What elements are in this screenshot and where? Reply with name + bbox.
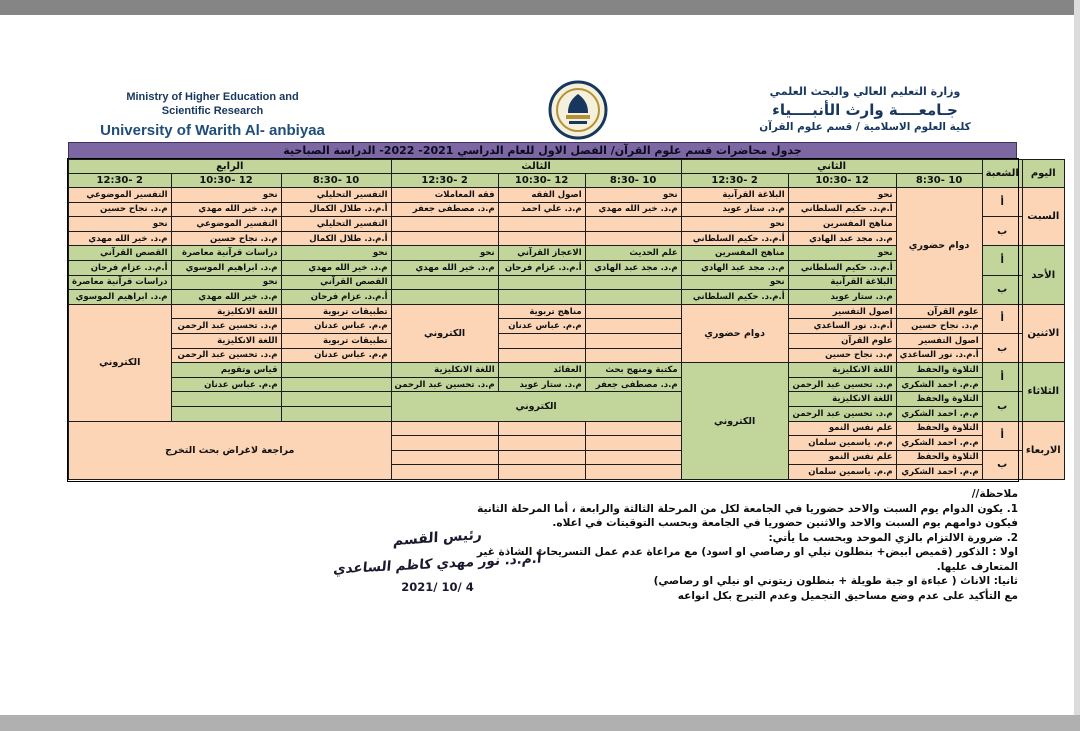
schedule-cell: م.د. ستار عويد <box>681 202 788 217</box>
schedule-cell: أ.م.د. حكيم السلطاني <box>681 290 788 305</box>
note-line: ثانيا: الاناث ( عباءة او جبة طويلة + بنطلون زيتوني او نيلي او رصاصي) <box>653 575 1018 587</box>
schedule-cell <box>498 333 585 348</box>
schedule-cell <box>391 450 498 465</box>
schedule-cell <box>585 421 681 436</box>
day-cell: الأحد <box>1022 246 1064 304</box>
schedule-cell: التلاوة والحفظ <box>896 450 982 465</box>
notes-title: ملاحظة// <box>971 488 1018 500</box>
schedule-cell: م.م. عباس عدنان <box>281 348 391 363</box>
col-header-stage3: الثالث <box>391 160 681 174</box>
schedule-cell: أ.م.د. نور الساعدي <box>896 348 982 363</box>
merged-cell: مراجعة لاغراض بحث التخرج <box>69 421 392 479</box>
col-header-section: الشعبة <box>982 160 1022 188</box>
schedule-cell: م.د. مجد عبد الهادي <box>585 260 681 275</box>
schedule-cell: فقه المعاملات <box>391 188 498 203</box>
section-cell: أ <box>982 188 1022 217</box>
schedule-cell: م.د. ستار عويد <box>498 377 585 392</box>
schedule-cell: نحو <box>171 275 281 290</box>
schedule-cell: مناهج المفسرين <box>788 217 896 232</box>
schedule-cell: نحو <box>391 246 498 261</box>
schedule-cell: البلاغة القرآنية <box>681 188 788 203</box>
schedule-cell: مناهج تربوية <box>498 304 585 319</box>
college-department-ar: كلية العلوم الاسلامية / قسم علوم القرآن <box>759 121 971 133</box>
signature-date: 2021/ 10/ 4 <box>401 580 474 594</box>
merged-cell: دوام حضوري <box>681 304 788 362</box>
schedule-cell <box>498 450 585 465</box>
merged-cell: الكتروني <box>69 304 172 421</box>
col-header-stage4: الرابع <box>69 160 392 174</box>
schedule-cell <box>498 217 585 232</box>
schedule-cell: م.م. احمد الشكري <box>896 406 982 421</box>
university-name-en: University of Warith Al- anbiyaa <box>100 122 325 139</box>
schedule-cell: م.د. خير الله مهدي <box>585 202 681 217</box>
schedule-cell: م.د. مجد عبد الهادي <box>681 260 788 275</box>
schedule-cell: دراسات قرآنية معاصرة <box>171 246 281 261</box>
header-cell: 12 -10:30 <box>171 174 281 188</box>
schedule-cell: نحو <box>585 188 681 203</box>
schedule-cell: م.د. تحسين عبد الرحمن <box>171 348 281 363</box>
header-cell: 10 -8:30 <box>896 174 982 188</box>
schedule-cell: التفسير الموضوعي <box>69 188 172 203</box>
schedule-cell <box>498 421 585 436</box>
schedule-cell <box>585 436 681 451</box>
schedule-cell: تطبيقات تربوية <box>281 333 391 348</box>
schedule-cell: م.د. ستار عويد <box>788 290 896 305</box>
schedule-cell: م.د. خير الله مهدي <box>171 202 281 217</box>
schedule-cell: نحو <box>788 188 896 203</box>
schedule-cell <box>585 465 681 480</box>
schedule-cell: القصص القرآني <box>281 275 391 290</box>
schedule-cell: علم الحديث <box>585 246 681 261</box>
schedule-cell: م.د. خير الله مهدي <box>391 260 498 275</box>
note-line: 2. ضرورة الالتزام بالزي الموحد وبحسب ما يأتي: <box>768 531 1018 544</box>
schedule-cell: علوم القرآن <box>896 304 982 319</box>
schedule-cell: م.د. تحسين عبد الرحمن <box>788 377 896 392</box>
scan-right-border <box>1074 0 1080 731</box>
schedule-cell: مناهج المفسرين <box>681 246 788 261</box>
section-cell: أ <box>982 246 1022 275</box>
schedule-cell: م.م. ياسمين سلمان <box>788 465 896 480</box>
schedule-cell <box>281 363 391 378</box>
schedule-cell <box>498 465 585 480</box>
schedule-cell: علم نفس النمو <box>788 450 896 465</box>
schedule-cell: التفسير التحليلي <box>281 217 391 232</box>
schedule-cell: م.د. ابراهيم الموسوي <box>171 260 281 275</box>
schedule-cell: م.م. ياسمين سلمان <box>788 436 896 451</box>
merged-cell: الكتروني <box>391 392 681 421</box>
header-cell: 12 -10:30 <box>788 174 896 188</box>
schedule-cell: م.د. نجاح حسين <box>69 202 172 217</box>
section-cell: ب <box>982 450 1022 479</box>
schedule-cell: م.م. عباس عدنان <box>171 377 281 392</box>
schedule-cell: نحو <box>788 246 896 261</box>
schedule-cell: م.م. عباس عدنان <box>281 319 391 334</box>
merged-cell: دوام حضوري <box>896 188 982 305</box>
schedule-cell: نحو <box>281 246 391 261</box>
schedule-cell: نحو <box>171 188 281 203</box>
col-header-stage2: الثاني <box>681 160 982 174</box>
header-cell: 2 -12:30 <box>69 174 172 188</box>
schedule-cell <box>498 275 585 290</box>
schedule-cell: التفسير الموضوعي <box>171 217 281 232</box>
schedule-cell: التلاوة والحفظ <box>896 392 982 407</box>
schedule-cell: اللغة الانكليزية <box>391 363 498 378</box>
schedule-cell: م.م. عباس عدنان <box>498 319 585 334</box>
ministry-name-ar: وزارة التعليم العالي والبحث العلمي <box>769 85 961 98</box>
header-cell: 10 -8:30 <box>281 174 391 188</box>
schedule-cell <box>171 406 281 421</box>
schedule-cell <box>498 348 585 363</box>
note-line: 1. يكون الدوام يوم السبت والاحد حضوريا في الجامعة لكل من المرحلة الثالثة والرابعة ، أما المرحلة الثانية <box>477 502 1018 515</box>
schedule-cell: م.د. خير الله مهدي <box>171 290 281 305</box>
section-cell: ب <box>982 392 1022 421</box>
note-line: المتعارف عليها. <box>936 560 1018 573</box>
schedule-cell: أ.م.د. حكيم السلطاني <box>788 202 896 217</box>
note-line: اولا : الذكور (قميص ابيض+ بنطلون نيلي او رصاصي او اسود) مع مراعاة عدم عمل التسريحات الشاذة غير <box>476 546 1018 558</box>
schedule-cell <box>585 348 681 363</box>
schedule-cell: اللغة الانكليزية <box>171 304 281 319</box>
scan-top-border <box>0 0 1080 15</box>
header-english <box>85 90 340 142</box>
schedule-cell: م.م. احمد الشكري <box>896 377 982 392</box>
col-header-day: اليوم <box>1022 160 1064 188</box>
schedule-cell <box>585 275 681 290</box>
day-cell: الاربعاء <box>1022 421 1064 479</box>
schedule-cell: م.د. مجد عبد الهادي <box>788 231 896 246</box>
schedule-cell <box>498 290 585 305</box>
schedule-cell: م.د. مصطفى جعفر <box>585 377 681 392</box>
university-name-ar: جـامعــــة وارث الأنبــــياء <box>772 101 958 119</box>
schedule-cell: نحو <box>681 275 788 290</box>
schedule-cell: أ.م.د. طلال الكمال <box>281 231 391 246</box>
schedule-cell: تطبيقات تربوية <box>281 304 391 319</box>
schedule-cell <box>391 217 498 232</box>
schedule-table <box>68 159 1065 480</box>
day-cell: الاثنين <box>1022 304 1064 362</box>
schedule-cell <box>498 436 585 451</box>
schedule-cell: أ.م.د. حكيم السلطاني <box>788 260 896 275</box>
schedule-cell: م.د. نجاح حسين <box>896 319 982 334</box>
schedule-cell <box>585 333 681 348</box>
schedule-cell: م.د. خير الله مهدي <box>69 231 172 246</box>
schedule-cell: م.م. احمد الشكري <box>896 465 982 480</box>
schedule-cell <box>391 421 498 436</box>
schedule-cell: اللغة الانكليزية <box>788 392 896 407</box>
schedule-cell: أ.م.د. عزام فرحان <box>69 260 172 275</box>
schedule-cell: اصول الفقه <box>498 188 585 203</box>
section-cell: أ <box>982 304 1022 333</box>
schedule-cell: مكتبة ومنهج بحث <box>585 363 681 378</box>
schedule-cell <box>391 290 498 305</box>
schedule-cell: أ.م.د. عزام فرحان <box>498 260 585 275</box>
day-cell: السبت <box>1022 188 1064 246</box>
section-cell: ب <box>982 333 1022 362</box>
schedule-cell: دراسات قرآنية معاصرة <box>69 275 172 290</box>
header-arabic <box>725 84 1005 135</box>
schedule-cell: القصص القرآني <box>69 246 172 261</box>
schedule-cell: التلاوة والحفظ <box>896 421 982 436</box>
header-cell: 2 -12:30 <box>681 174 788 188</box>
note-line: فيكون دوامهم يوم السبت والاحد والاثنين حضوريا في الجامعة وبحسب التوقيتات في اعلاه. <box>552 517 1018 529</box>
schedule-cell: علم نفس النمو <box>788 421 896 436</box>
schedule-title-bar: جدول محاضرات قسم علوم القرآن/ الفصل الاول للعام الدراسي 2021- 2022- الدراسة الصباحية <box>68 142 1017 160</box>
ministry-en-line2: Scientific Research <box>161 105 264 117</box>
schedule-cell: اصول التفسير <box>896 333 982 348</box>
section-cell: أ <box>982 421 1022 450</box>
section-cell: ب <box>982 275 1022 304</box>
schedule-cell: العقائد <box>498 363 585 378</box>
schedule-cell: الاعجاز القرآني <box>498 246 585 261</box>
merged-cell: الكتروني <box>391 304 498 362</box>
signature-block <box>330 526 545 594</box>
ministry-en-line1: Ministry of Higher Education and <box>126 91 299 103</box>
day-cell: الثلاثاء <box>1022 363 1064 421</box>
signature-role: رئيس القسم <box>392 526 483 550</box>
schedule-cell: م.د. علي احمد <box>498 202 585 217</box>
merged-cell: الكتروني <box>681 363 788 480</box>
schedule-cell: قياس وتقويم <box>171 363 281 378</box>
schedule-cell <box>391 231 498 246</box>
header-cell: 12 -10:30 <box>498 174 585 188</box>
schedule-cell: أ.م.د. طلال الكمال <box>281 202 391 217</box>
scan-bottom-border <box>0 715 1080 731</box>
schedule-cell: م.د. تحسين عبد الرحمن <box>171 319 281 334</box>
schedule-cell <box>391 436 498 451</box>
schedule-cell: م.د. نجاح حسين <box>171 231 281 246</box>
schedule-cell <box>585 450 681 465</box>
schedule-cell <box>585 304 681 319</box>
schedule-cell: اللغة الانكليزية <box>171 333 281 348</box>
university-logo <box>548 80 608 140</box>
schedule-cell: التلاوة والحفظ <box>896 363 982 378</box>
schedule-cell: اللغة الانكليزية <box>788 363 896 378</box>
schedule-cell: م.د. مصطفى جعفر <box>391 202 498 217</box>
schedule-cell <box>281 406 391 421</box>
schedule-cell: أ.م.د. حكيم السلطاني <box>681 231 788 246</box>
schedule-cell: التفسير التحليلي <box>281 188 391 203</box>
header-cell: 2 -12:30 <box>391 174 498 188</box>
schedule-cell: أ.م.د. نور الساعدي <box>788 319 896 334</box>
schedule-cell <box>281 377 391 392</box>
schedule-cell <box>498 231 585 246</box>
schedule-cell <box>585 231 681 246</box>
note-line: مع التأكيد على عدم وضع مساحيق التجميل وعدم التبرج بكل انواعه <box>677 589 1018 602</box>
schedule-cell: م.د. تحسين عبد الرحمن <box>788 406 896 421</box>
schedule-cell: م.م. احمد الشكري <box>896 436 982 451</box>
schedule-cell: نحو <box>681 217 788 232</box>
schedule-cell <box>391 275 498 290</box>
schedule-cell: م.د. نجاح حسين <box>788 348 896 363</box>
schedule-cell: اصول التفسير <box>788 304 896 319</box>
section-cell: أ <box>982 363 1022 392</box>
section-cell: ب <box>982 217 1022 246</box>
signature-name: أ.م.د. نور مهدي كاظم الساعدي <box>332 550 543 578</box>
schedule-cell <box>171 392 281 407</box>
schedule-cell: أ.م.د. عزام فرحان <box>281 290 391 305</box>
schedule-cell: م.د. ابراهيم الموسوي <box>69 290 172 305</box>
schedule-cell <box>585 290 681 305</box>
schedule-cell: البلاغة القرآنية <box>788 275 896 290</box>
schedule-cell <box>391 465 498 480</box>
header-cell: 10 -8:30 <box>585 174 681 188</box>
schedule-cell <box>281 392 391 407</box>
schedule-cell: م.د. تحسين عبد الرحمن <box>391 377 498 392</box>
schedule-cell: نحو <box>69 217 172 232</box>
schedule-cell: علوم القرآن <box>788 333 896 348</box>
schedule-cell <box>585 217 681 232</box>
schedule-cell: م.د. خير الله مهدي <box>281 260 391 275</box>
schedule-cell <box>585 319 681 334</box>
